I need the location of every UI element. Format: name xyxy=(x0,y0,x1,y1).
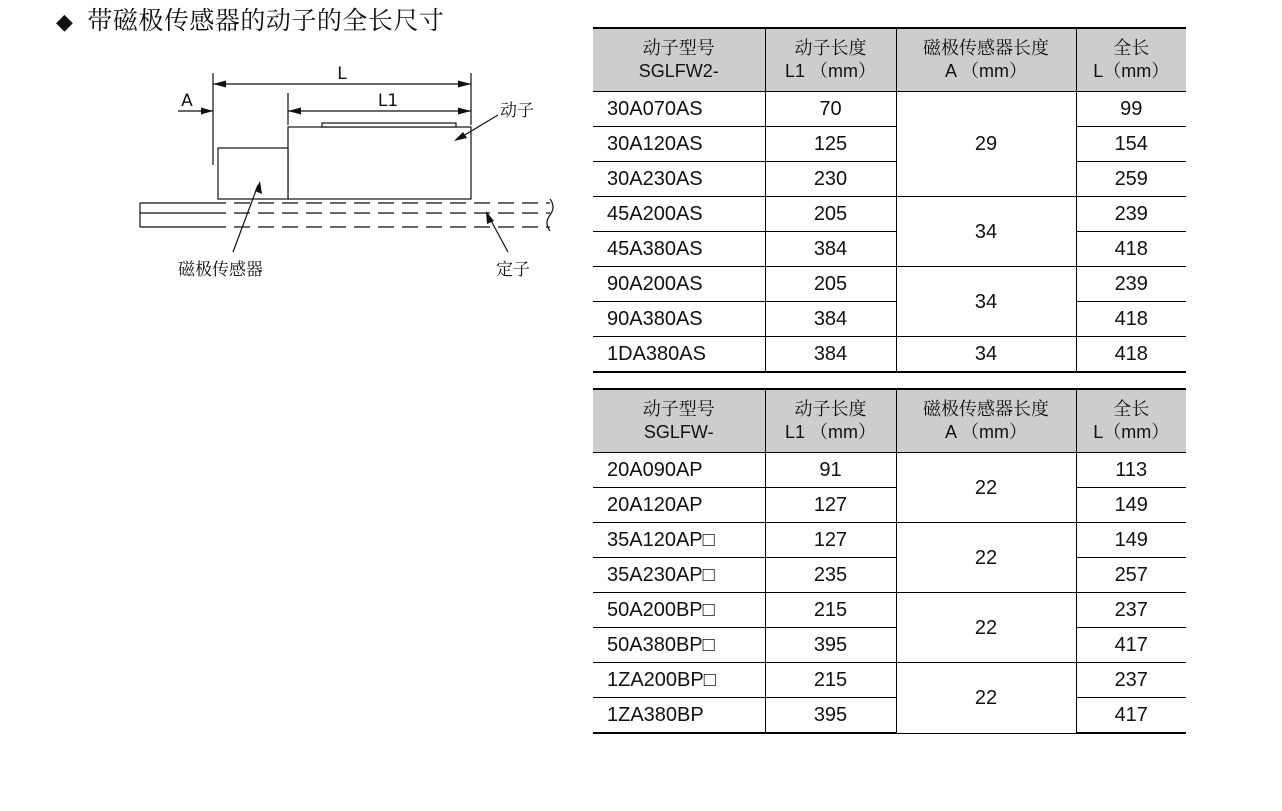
cell-l1: 215 xyxy=(765,593,896,628)
cell-l: 257 xyxy=(1076,558,1186,593)
cell-model: 45A380AS xyxy=(593,232,765,267)
cell-l1: 125 xyxy=(765,127,896,162)
cell-model: 35A230AP□ xyxy=(593,558,765,593)
header-sensor-length: 磁极传感器长度 A （mm） xyxy=(896,28,1076,92)
cell-l1: 384 xyxy=(765,302,896,337)
arrowhead-icon xyxy=(201,108,213,115)
cell-l1: 127 xyxy=(765,488,896,523)
cell-l1: 395 xyxy=(765,698,896,734)
table-row xyxy=(593,232,1186,267)
header-total-length: 全长 L（mm） xyxy=(1076,389,1186,453)
cell-l1: 215 xyxy=(765,663,896,698)
header-sensor-length: 磁极传感器长度 A （mm） xyxy=(896,389,1076,453)
cell-model: 20A090AP xyxy=(593,453,765,488)
arrowhead-icon xyxy=(458,108,471,115)
label-mover: 动子 xyxy=(500,101,534,121)
cell-l1: 384 xyxy=(765,337,896,373)
table-row xyxy=(593,488,1186,523)
cell-l1: 91 xyxy=(765,453,896,488)
cell-l: 259 xyxy=(1076,162,1186,197)
cell-l1: 230 xyxy=(765,162,896,197)
table-row xyxy=(593,92,1186,127)
dim-L-label: L xyxy=(337,64,347,84)
cell-model: 35A120AP□ xyxy=(593,523,765,558)
table-row xyxy=(593,337,1186,373)
cell-l: 418 xyxy=(1076,302,1186,337)
cell-l1: 205 xyxy=(765,267,896,302)
cell-model: 30A120AS xyxy=(593,127,765,162)
cell-l1: 127 xyxy=(765,523,896,558)
cell-model: 30A070AS xyxy=(593,92,765,127)
table-row xyxy=(593,628,1186,663)
arrowhead-icon xyxy=(288,108,301,115)
cell-l: 237 xyxy=(1076,663,1186,698)
cell-a: 22 xyxy=(896,523,1076,593)
dimension-diagram xyxy=(130,55,570,295)
break-mark-icon xyxy=(547,199,553,231)
cell-model: 20A120AP xyxy=(593,488,765,523)
cell-l: 99 xyxy=(1076,92,1186,127)
table-row xyxy=(593,267,1186,302)
cell-l: 418 xyxy=(1076,232,1186,267)
header-total-length: 全长 L（mm） xyxy=(1076,28,1186,92)
cell-l: 239 xyxy=(1076,197,1186,232)
pole-sensor-body xyxy=(218,148,288,199)
mover-body xyxy=(288,127,471,199)
dim-A-label: A xyxy=(181,91,193,111)
cell-l: 417 xyxy=(1076,698,1186,734)
cell-l1: 70 xyxy=(765,92,896,127)
cell-a: 22 xyxy=(896,593,1076,663)
cell-a: 22 xyxy=(896,453,1076,523)
table-row xyxy=(593,453,1186,488)
header-model: 动子型号 SGLFW- xyxy=(593,389,765,453)
diamond-bullet-icon: ◆ xyxy=(56,10,74,35)
table-header-row xyxy=(593,28,1186,92)
spec-table-sglfw xyxy=(593,388,1186,734)
table-row xyxy=(593,127,1186,162)
cell-l1: 205 xyxy=(765,197,896,232)
cell-l1: 384 xyxy=(765,232,896,267)
page-title-text: 带磁极传感器的动子的全长尺寸 xyxy=(87,6,445,35)
cell-model: 50A380BP□ xyxy=(593,628,765,663)
cell-model: 1ZA200BP□ xyxy=(593,663,765,698)
arrowhead-icon xyxy=(458,81,471,88)
table-row xyxy=(593,663,1186,698)
cell-l: 417 xyxy=(1076,628,1186,663)
table-header-row xyxy=(593,389,1186,453)
cell-l: 418 xyxy=(1076,337,1186,373)
table-row xyxy=(593,558,1186,593)
cell-l: 149 xyxy=(1076,523,1186,558)
table-row xyxy=(593,593,1186,628)
table-row xyxy=(593,162,1186,197)
table-row xyxy=(593,698,1186,734)
cell-model: 30A230AS xyxy=(593,162,765,197)
cell-a: 29 xyxy=(896,92,1076,197)
label-pole-sensor: 磁极传感器 xyxy=(178,260,263,280)
cell-l: 154 xyxy=(1076,127,1186,162)
cell-model: 45A200AS xyxy=(593,197,765,232)
cell-model: 1DA380AS xyxy=(593,337,765,373)
cell-l: 237 xyxy=(1076,593,1186,628)
arrowhead-icon xyxy=(213,81,226,88)
cell-model: 90A200AS xyxy=(593,267,765,302)
mover-top-plate xyxy=(322,123,456,127)
label-stator: 定子 xyxy=(496,260,530,280)
cell-l: 113 xyxy=(1076,453,1186,488)
table-row xyxy=(593,523,1186,558)
spec-table-sglfw2 xyxy=(593,27,1186,373)
cell-l1: 395 xyxy=(765,628,896,663)
cell-a: 22 xyxy=(896,663,1076,734)
header-model: 动子型号 SGLFW2- xyxy=(593,28,765,92)
cell-a: 34 xyxy=(896,337,1076,373)
cell-a: 34 xyxy=(896,267,1076,337)
cell-l: 149 xyxy=(1076,488,1186,523)
cell-model: 1ZA380BP xyxy=(593,698,765,734)
header-mover-length: 动子长度 L1 （mm） xyxy=(765,389,896,453)
table-row xyxy=(593,197,1186,232)
cell-l: 239 xyxy=(1076,267,1186,302)
cell-l1: 235 xyxy=(765,558,896,593)
page-title xyxy=(56,4,444,40)
table-row xyxy=(593,302,1186,337)
cell-model: 50A200BP□ xyxy=(593,593,765,628)
cell-a: 34 xyxy=(896,197,1076,267)
dim-L1-label: L1 xyxy=(377,91,399,111)
header-mover-length: 动子长度 L1 （mm） xyxy=(765,28,896,92)
cell-model: 90A380AS xyxy=(593,302,765,337)
